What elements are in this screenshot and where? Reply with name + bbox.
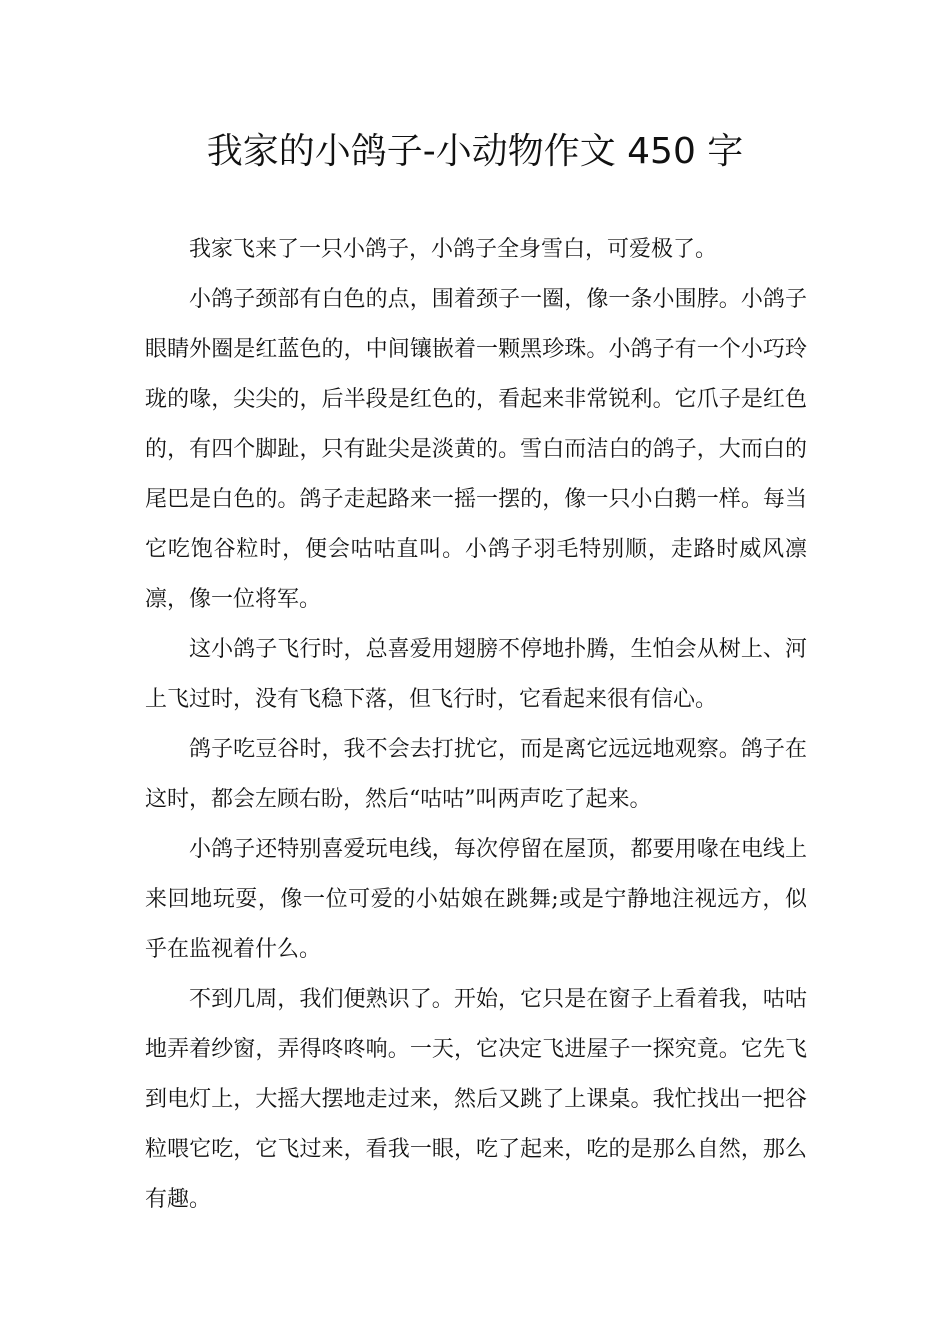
paragraph: 小鸽子还特别喜爱玩电线，每次停留在屋顶，都要用喙在电线上来回地玩耍，像一位可爱的小姑娘在跳舞;或是宁静地注视远方，似乎在监视着什么。 bbox=[145, 837, 807, 962]
document-title: 我家的小鸽子-小动物作文 450 字 bbox=[206, 131, 744, 172]
paragraph: 我家飞来了一只小鸽子，小鸽子全身雪白，可爱极了。 bbox=[189, 237, 718, 262]
document-body bbox=[145, 225, 807, 1225]
paragraph: 不到几周，我们便熟识了。开始，它只是在窗子上看着我，咕咕地弄着纱窗，弄得咚咚响。一天，它决定飞进屋子一探究竟。它先飞到电灯上，大摇大摆地走过来，然后又跳了上课桌。我忙找出一把谷粒喂它吃，它飞过来，看我一眼，吃了起来，吃的是那么自然，那么有趣。 bbox=[145, 987, 807, 1212]
paragraph: 小鸽子颈部有白色的点，围着颈子一圈，像一条小围脖。小鸽子眼睛外圈是红蓝色的，中间镶嵌着一颗黑珍珠。小鸽子有一个小巧玲珑的喙，尖尖的，后半段是红色的，看起来非常锐利。它爪子是红色的，有四个脚趾，只有趾尖是淡黄的。雪白而洁白的鸽子，大而白的尾巴是白色的。鸽子走起路来一摇一摆的，像一只小白鹅一样。每当它吃饱谷粒时，便会咕咕直叫。小鸽子羽毛特别顺，走路时威风凛凛，像一位将军。 bbox=[145, 287, 807, 612]
paragraph: 鸽子吃豆谷时，我不会去打扰它，而是离它远远地观察。鸽子在这时，都会左顾右盼，然后“咕咕”叫两声吃了起来。 bbox=[145, 737, 807, 812]
paragraph: 这小鸽子飞行时，总喜爱用翅膀不停地扑腾，生怕会从树上、河上飞过时，没有飞稳下落，但飞行时，它看起来很有信心。 bbox=[145, 637, 807, 712]
